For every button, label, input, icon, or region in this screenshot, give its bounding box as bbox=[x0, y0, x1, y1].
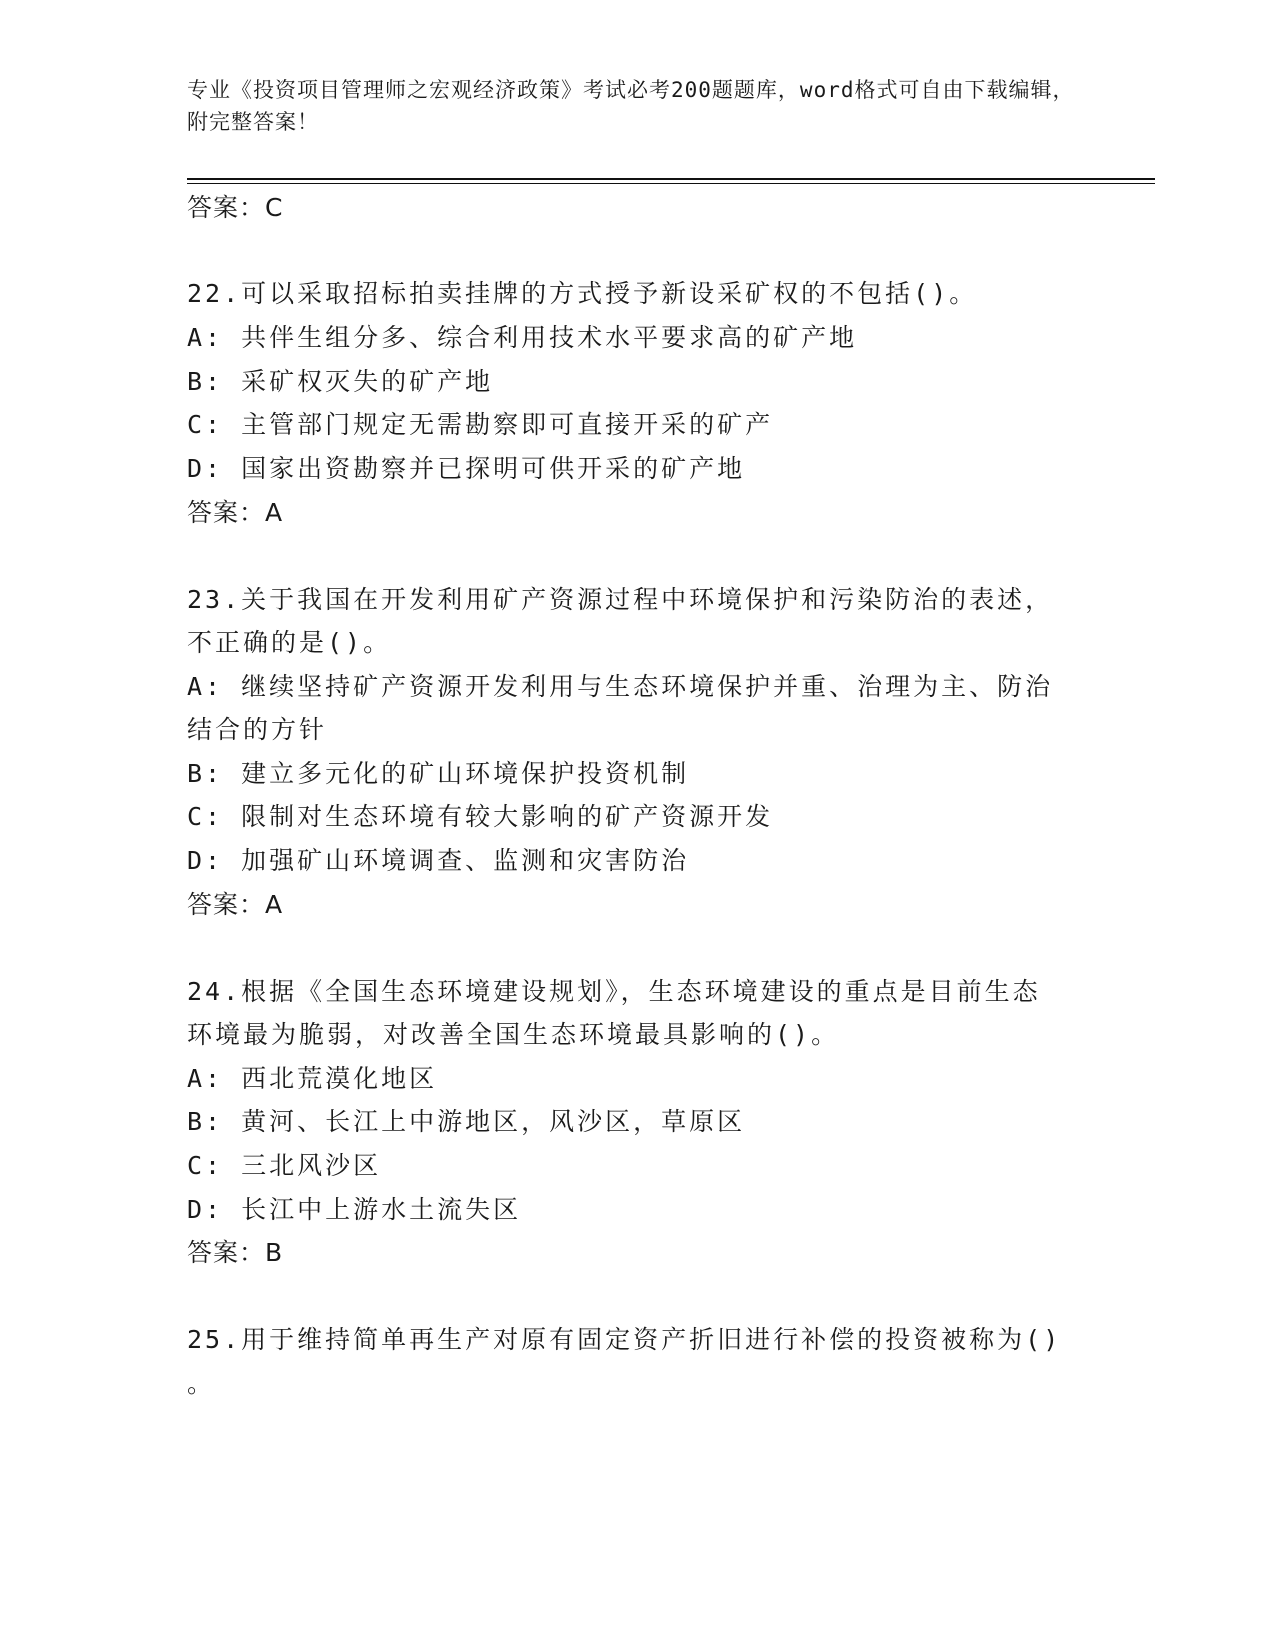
question-25-stem-line1: 25.用于维持简单再生产对原有固定资产折旧进行补偿的投资被称为() bbox=[187, 1325, 1062, 1354]
previous-answer: 答案：C bbox=[187, 193, 284, 222]
question-23-answer: 答案：A bbox=[187, 890, 284, 919]
header-rule-thin bbox=[187, 183, 1155, 184]
question-22-option-b: B: 采矿权灭失的矿产地 bbox=[187, 367, 494, 396]
question-23-option-a-line1: A: 继续坚持矿产资源开发利用与生态环境保护并重、治理为主、防治 bbox=[187, 672, 1054, 701]
question-23-stem-line1: 23.关于我国在开发利用矿产资源过程中环境保护和污染防治的表述， bbox=[187, 585, 1054, 614]
question-24-option-c: C: 三北风沙区 bbox=[187, 1151, 382, 1180]
question-23-stem-line2: 不正确的是()。 bbox=[187, 628, 392, 657]
question-22-option-c: C: 主管部门规定无需勘察即可直接开采的矿产 bbox=[187, 410, 774, 439]
document-header: 专业《投资项目管理师之宏观经济政策》考试必考200题题库，word格式可自由下载编辑，附完整答案！ bbox=[187, 78, 1075, 134]
question-24-answer: 答案：B bbox=[187, 1238, 284, 1267]
question-22-option-a: A: 共伴生组分多、综合利用技术水平要求高的矿产地 bbox=[187, 323, 858, 352]
question-22-option-d: D: 国家出资勘察并已探明可供开采的矿产地 bbox=[187, 454, 746, 483]
question-24-stem-line1: 24.根据《全国生态环境建设规划》，生态环境建设的重点是目前生态 bbox=[187, 977, 1041, 1006]
question-22-stem: 22.可以采取招标拍卖挂牌的方式授予新设采矿权的不包括()。 bbox=[187, 279, 978, 308]
question-24-option-d: D: 长江中上游水土流失区 bbox=[187, 1195, 522, 1224]
question-22-answer: 答案：A bbox=[187, 498, 284, 527]
header-rule-thick bbox=[187, 178, 1155, 180]
question-23-option-b: B: 建立多元化的矿山环境保护投资机制 bbox=[187, 759, 690, 788]
question-24-option-a: A: 西北荒漠化地区 bbox=[187, 1064, 438, 1093]
question-24-stem-line2: 环境最为脆弱，对改善全国生态环境最具影响的()。 bbox=[187, 1020, 840, 1049]
question-25-stem-line2: 。 bbox=[187, 1369, 216, 1398]
question-23-option-a-line2: 结合的方针 bbox=[187, 715, 328, 744]
question-24-option-b: B: 黄河、长江上中游地区，风沙区，草原区 bbox=[187, 1107, 746, 1136]
question-23-option-d: D: 加强矿山环境调查、监测和灾害防治 bbox=[187, 846, 690, 875]
question-23-option-c: C: 限制对生态环境有较大影响的矿产资源开发 bbox=[187, 802, 774, 831]
